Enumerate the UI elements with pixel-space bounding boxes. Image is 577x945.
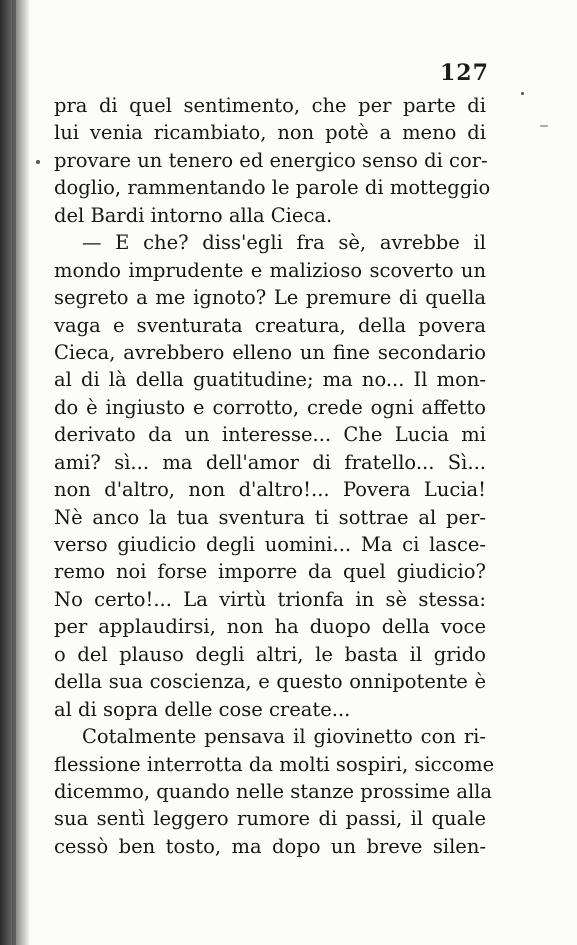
page-number: 127 <box>440 60 489 86</box>
text-line: — E che? diss'egli fra sè, avrebbe il <box>82 231 486 255</box>
text-line: della sua coscienza, e questo onnipotente è <box>54 670 486 694</box>
text-line: vaga e sventurata creatura, della povera <box>54 313 486 337</box>
text-line: mondo imprudente e malizioso scoverto un <box>54 258 486 282</box>
paper-speck <box>36 160 40 164</box>
text-line: o del plauso degli altri, le basta il grido <box>54 642 486 666</box>
text-line: No certo!... La virtù trionfa in sè stessa: <box>54 587 486 611</box>
text-line: dicemmo, quando nelle stanze prossime alla <box>54 779 493 803</box>
text-line: al di là della guatitudine; ma no... Il mon- <box>54 368 486 392</box>
text-line: doglio, rammentando le parole di motteggio <box>54 176 491 200</box>
text-line: Nè anco la tua sventura ti sottrae al per- <box>54 505 486 529</box>
text-line: provare un tenero ed energico senso di cor- <box>54 148 488 172</box>
text-line: Cieca, avrebbero elleno un fine secondario <box>54 340 486 364</box>
text-line: per applaudirsi, non ha duopo della voce <box>54 615 486 639</box>
text-line: del Bardi intorno alla Cieca. <box>54 203 333 227</box>
text-line: derivato da un interesse... Che Lucia mi <box>54 423 486 447</box>
text-line: remo noi forse imporre da quel giudicio? <box>54 560 486 584</box>
text-line: sua sentì leggero rumore di passi, il quale <box>54 807 486 831</box>
paper-speck <box>540 125 548 127</box>
binding-edge <box>12 0 16 945</box>
text-line: flessione interrotta da molti sospiri, siccome <box>54 752 495 776</box>
body-text <box>54 92 495 860</box>
text-line: Cotalmente pensava il giovinetto con ri- <box>82 725 486 749</box>
paper-speck <box>521 92 524 95</box>
text-line: ami? sì... ma dell'amor di fratello... Sì... <box>54 450 486 474</box>
text-line: pra di quel sentimento, che per parte di <box>54 94 486 117</box>
text-line: segreto a me ignoto? Le premure di quella <box>54 286 486 310</box>
text-line: lui venia ricambiato, non potè a meno di <box>54 121 486 145</box>
text-line: verso giudicio degli uomini... Ma ci lasce- <box>54 533 486 556</box>
text-line: do è ingiusto e corrotto, crede ogni affetto <box>54 395 486 419</box>
text-line: cessò ben tosto, ma dopo un breve silen- <box>54 834 486 858</box>
text-line: al di sopra delle cose create... <box>54 697 351 721</box>
text-line: non d'altro, non d'altro!... Povera Lucia! <box>54 478 486 502</box>
